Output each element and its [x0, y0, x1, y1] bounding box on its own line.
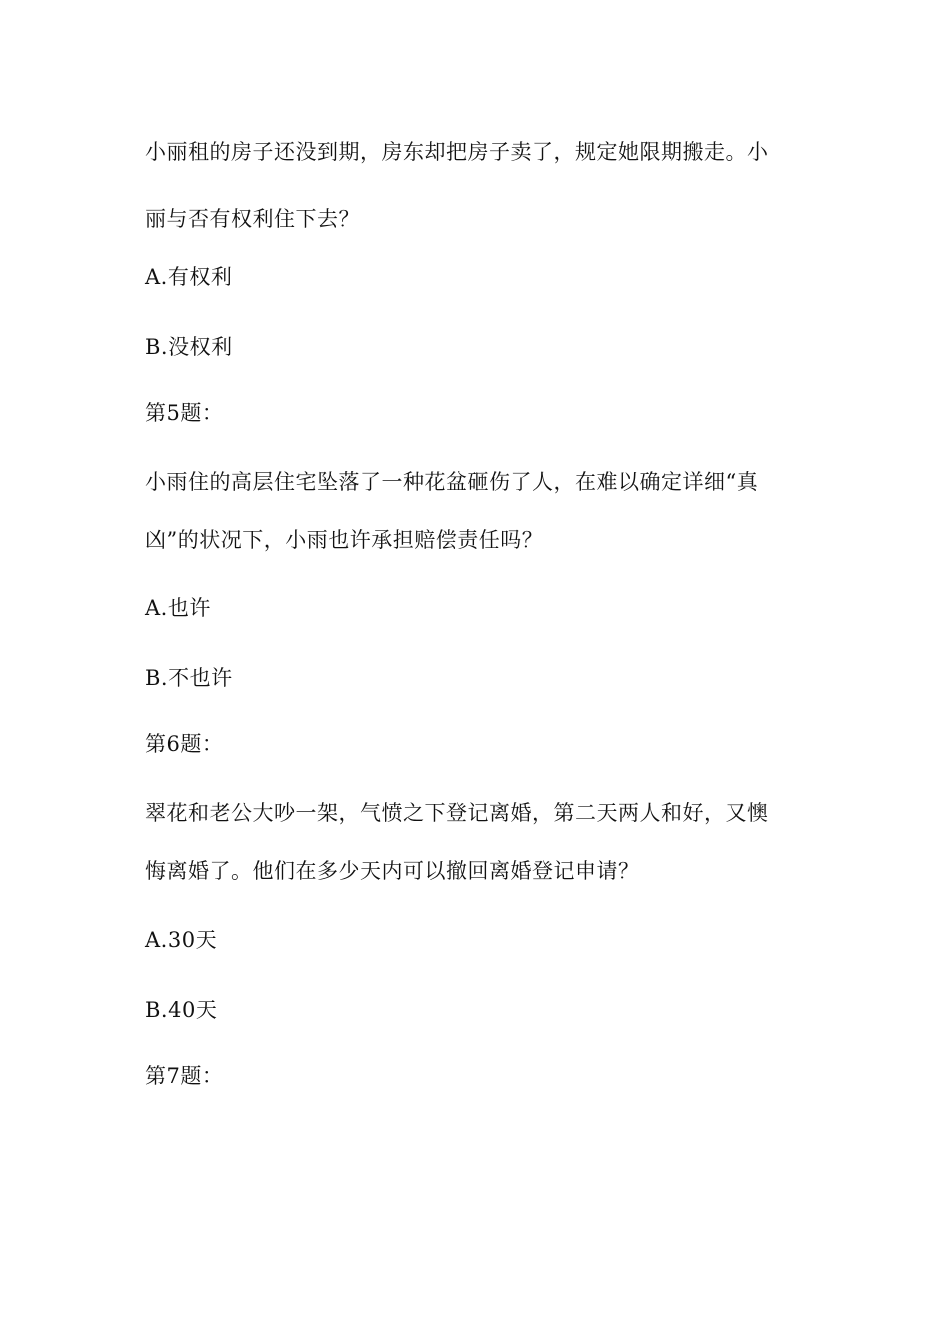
question-4-option-b: B.没权利: [145, 335, 233, 359]
question-4-option-a: A.有权利: [145, 265, 233, 289]
question-6-text-line-2: 悔离婚了。他们在多少天内可以撤回离婚登记申请？: [145, 859, 640, 883]
question-6-option-a: A.30天: [145, 928, 218, 952]
question-5-text-line-1: 小雨住的高层住宅坠落了一种花盆砸伤了人，在难以确定详细“真: [145, 470, 759, 494]
question-5-option-b: B.不也许: [145, 666, 233, 690]
question-5-text-line-2: 凶”的状况下，小雨也许承担赔偿责任吗？: [145, 528, 544, 552]
question-5-option-a: A.也许: [145, 596, 211, 620]
question-5-heading: 第5题：: [145, 401, 224, 425]
question-6-option-b: B.40天: [145, 998, 218, 1022]
question-6-heading: 第6题：: [145, 732, 224, 756]
question-6-text-line-1: 翠花和老公大吵一架，气愤之下登记离婚，第二天两人和好，又懊: [145, 801, 769, 825]
question-7-heading: 第7题：: [145, 1064, 224, 1088]
question-4-text-line-2: 丽与否有权利住下去？: [145, 207, 360, 231]
question-4-text-line-1: 小丽租的房子还没到期，房东却把房子卖了，规定她限期搬走。小: [145, 140, 769, 164]
